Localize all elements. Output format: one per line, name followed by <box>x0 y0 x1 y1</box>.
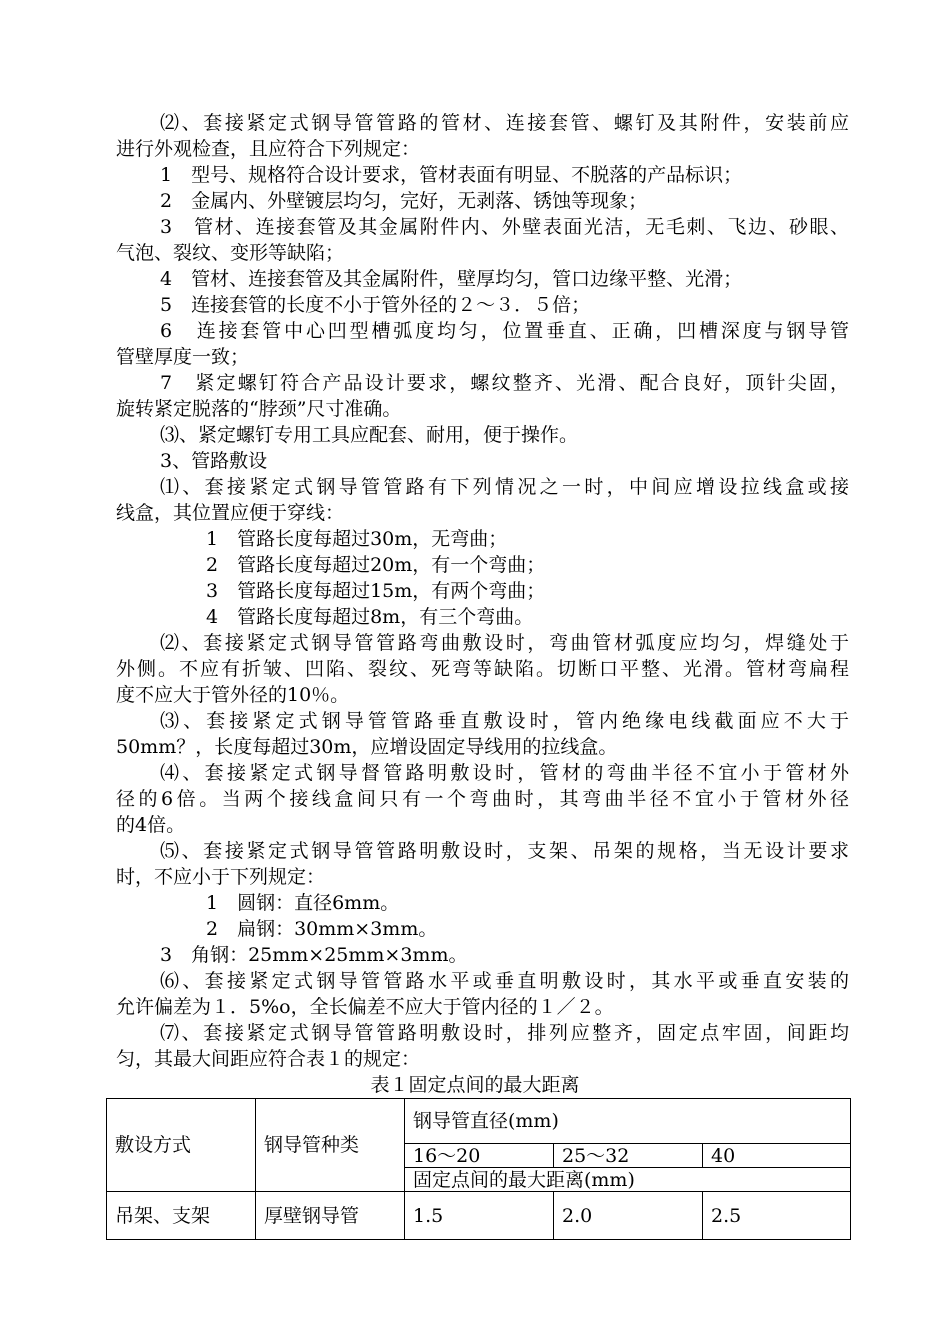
paragraph-line: ⑵、套接紧定式钢导管管路弯曲敷设时，弯曲管材弧度应均匀，焊缝处于 <box>160 632 849 654</box>
list-item: 2 管路长度每超过20m，有一个弯曲； <box>206 554 546 576</box>
list-item: 3 角钢：25mm×25mm×3mm。 <box>160 944 468 966</box>
paragraph-line: ⑷、套接紧定式钢导督管路明敷设时，管材的弯曲半径不宜小于管材外 <box>160 762 849 784</box>
list-item: 7 紧定螺钉符合产品设计要求，螺纹整齐、光滑、配合良好，顶针尖固， <box>160 372 849 394</box>
paragraph-line: 度不应大于管外径的10％。 <box>116 684 350 706</box>
list-item: 5 连接套管的长度不小于管外径的２～３．５倍； <box>160 294 591 316</box>
paragraph-line: 外侧。不应有折皱、凹陷、裂纹、死弯等缺陷。切断口平整、光滑。管材弯扁程 <box>116 658 849 680</box>
list-item: 1 圆钢：直径6mm。 <box>206 892 400 914</box>
section-heading: 3、管路敷设 <box>160 450 268 472</box>
paragraph-line: ⑶、紧定螺钉专用工具应配套、耐用，便于操作。 <box>160 424 579 446</box>
header-diameter: 钢导管直径(mm) <box>405 1099 851 1144</box>
paragraph-line: ⑺、套接紧定式钢导管管路明敷设时，排列应整齐，固定点牢固，间距均 <box>160 1022 849 1044</box>
paragraph-line: 管壁厚度一致； <box>116 346 250 368</box>
paragraph-line: ⑶、套接紧定式钢导管管路垂直敷设时，管内绝缘电线截面应不大于 <box>160 710 849 732</box>
value-cell: 2.0 <box>554 1192 703 1240</box>
paragraph-line: 气泡、裂纹、变形等缺陷； <box>116 242 345 264</box>
paragraph-line: ⑸、套接紧定式钢导管管路明敷设时，支架、吊架的规格，当无设计要求 <box>160 840 849 862</box>
header-method: 敷设方式 <box>107 1099 256 1192</box>
paragraph-line: 进行外观检查，且应符合下列规定： <box>116 138 421 160</box>
diameter-cell: 25～32 <box>554 1144 703 1168</box>
diameter-cell: 16～20 <box>405 1144 554 1168</box>
header-type: 钢导管种类 <box>256 1099 405 1192</box>
paragraph-line: 允许偏差为１．5%o，全长偏差不应大于管内径的１／２。 <box>116 996 614 1018</box>
paragraph-line: 径的6倍。当两个接线盒间只有一个弯曲时，其弯曲半径不宜小于管材外径 <box>116 788 849 810</box>
list-item: 3 管路长度每超过15m，有两个弯曲； <box>206 580 546 602</box>
paragraph-line: ⑹、套接紧定式钢导管管路水平或垂直明敷设时，其水平或垂直安装的 <box>160 970 849 992</box>
paragraph-line: ⑴、套接紧定式钢导管管路有下列情况之一时，中间应增设拉线盒或接 <box>160 476 849 498</box>
list-item: 2 金属内、外壁镀层均匀，完好，无剥落、锈蚀等现象； <box>160 190 648 212</box>
paragraph-line: 的4倍。 <box>116 814 186 836</box>
paragraph-line: ⑵、套接紧定式钢导管管路的管材、连接套管、螺钉及其附件，安装前应 <box>160 112 849 134</box>
value-cell: 2.5 <box>703 1192 851 1240</box>
paragraph-line: 50mm？，长度每超过30m，应增设固定导线用的拉线盒。 <box>116 736 618 758</box>
fixing-distance-table <box>106 1098 851 1240</box>
row-method: 吊架、支架 <box>107 1192 256 1240</box>
row-type: 厚壁钢导管 <box>256 1192 405 1240</box>
table-caption: 表１固定点间的最大距离 <box>370 1074 580 1096</box>
subheader-max-distance: 固定点间的最大距离(mm) <box>405 1168 851 1192</box>
list-item: 3 管材、连接套管及其金属附件内、外壁表面光洁，无毛刺、飞边、砂眼、 <box>160 216 849 238</box>
list-item: 4 管路长度每超过8m，有三个弯曲。 <box>206 606 534 628</box>
paragraph-line: 时，不应小于下列规定： <box>116 866 326 888</box>
paragraph-line: 旋转紧定脱落的“脖颈”尺寸准确。 <box>116 398 402 420</box>
list-item: 2 扁钢：30mm×3mm。 <box>206 918 438 940</box>
paragraph-line: 线盒，其位置应便于穿线： <box>116 502 345 524</box>
diameter-cell: 40 <box>703 1144 851 1168</box>
paragraph-line: 匀，其最大间距应符合表１的规定： <box>116 1048 421 1070</box>
list-item: 1 管路长度每超过30m，无弯曲； <box>206 528 508 550</box>
list-item: 6 连接套管中心凹型槽弧度均匀，位置垂直、正确，凹槽深度与钢导管 <box>160 320 849 342</box>
list-item: 1 型号、规格符合设计要求，管材表面有明显、不脱落的产品标识； <box>160 164 743 186</box>
value-cell: 1.5 <box>405 1192 554 1240</box>
list-item: 4 管材、连接套管及其金属附件，壁厚均匀，管口边缘平整、光滑； <box>160 268 743 290</box>
